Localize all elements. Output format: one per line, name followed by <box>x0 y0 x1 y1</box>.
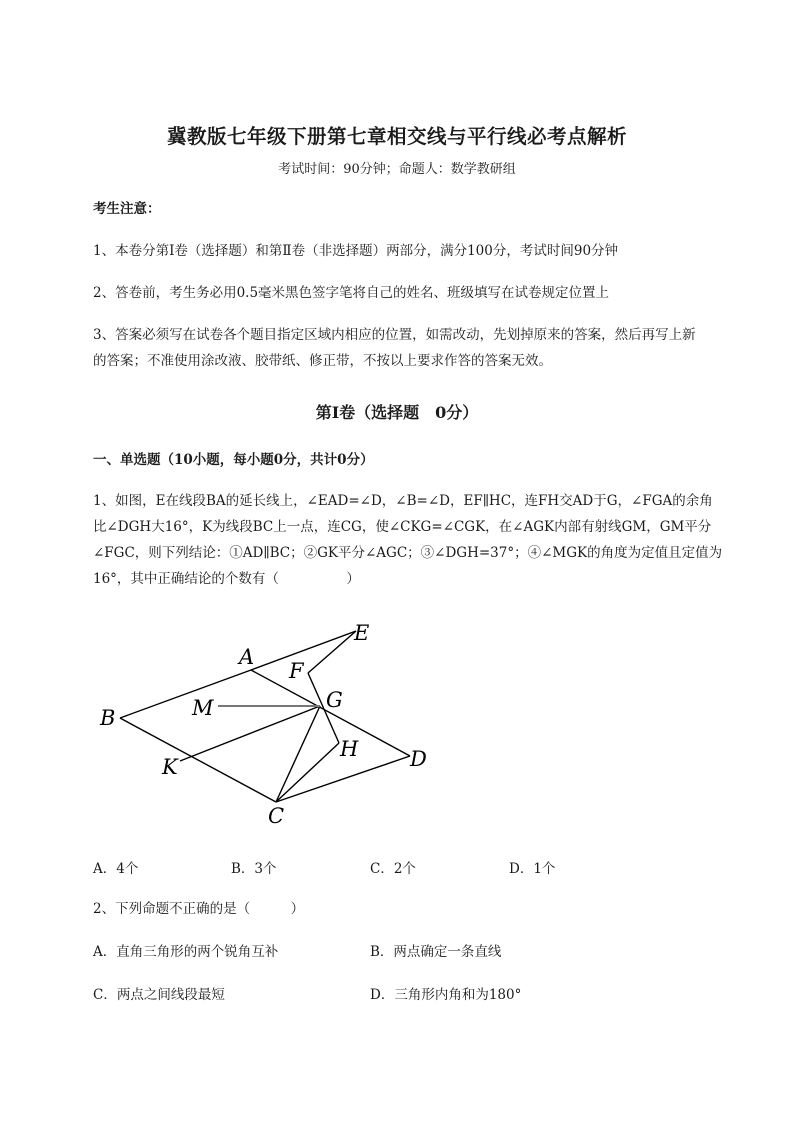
segment-ad <box>251 670 410 756</box>
q1-option-a[interactable]: A．4个 <box>93 861 139 877</box>
label-a: A <box>239 645 255 669</box>
q2-option-c[interactable]: C．两点之间线段最短 <box>93 987 225 1003</box>
q2-option-a[interactable]: A．直角三角形的两个锐角互补 <box>93 944 279 960</box>
q1-stem-line-3: ∠FGC，则下列结论：①AD∥BC；②GK平分∠AGC；③∠DGH=37°；④∠MGK的角度为定值且定值为 <box>93 545 723 561</box>
segment-cd <box>276 756 410 802</box>
q2-stem: 2、下列命题不正确的是（ ） <box>93 901 305 917</box>
part-heading: 一、单选题（10小题，每小题0分，共计0分） <box>93 452 374 468</box>
label-f: F <box>289 659 304 683</box>
document-title: 冀教版七年级下册第七章相交线与平行线必考点解析 <box>166 125 627 148</box>
q1-option-b[interactable]: B．3个 <box>231 861 277 877</box>
q2-option-b[interactable]: B．两点确定一条直线 <box>370 944 502 960</box>
q1-stem-line-2: 比∠DGH大16°，K为线段BC上一点，连CG，使∠CKG=∠CGK，在∠AGK内部有射线GM，GM平分 <box>93 519 712 535</box>
label-d: D <box>410 747 427 771</box>
notice-item-1: 1、本卷分第I卷（选择题）和第Ⅱ卷（非选择题）两部分，满分100分，考试时间90分钟 <box>93 243 619 259</box>
label-g: G <box>326 688 343 712</box>
segment-ba <box>120 670 251 718</box>
label-b: B <box>100 706 116 730</box>
label-h: H <box>340 737 359 761</box>
label-k: K <box>162 755 178 779</box>
q2-option-d[interactable]: D．三角形内角和为180° <box>370 987 522 1003</box>
notice-item-3-line-1: 3、答案必须写在试卷各个题目指定区域内相应的位置，如需改动，先划掉原来的答案，然后再写上新 <box>93 327 696 343</box>
notice-item-2: 2、答卷前，考生务必用0.5毫米黑色签字笔将自己的姓名、班级填写在试卷规定位置上 <box>93 285 610 301</box>
q1-stem-line-1: 1、如图，E在线段BA的延长线上，∠EAD=∠D，∠B=∠D，EF∥HC，连FH交AD于G，∠FGA的余角 <box>93 493 713 509</box>
label-m: M <box>192 696 214 720</box>
segment-ef <box>308 631 356 673</box>
q1-stem-line-4: 16°，其中正确结论的个数有（ ） <box>93 571 360 587</box>
section-title: 第I卷（选择题 0分） <box>315 403 479 422</box>
q1-geometry-figure <box>90 612 450 837</box>
q1-option-d[interactable]: D．1个 <box>509 861 556 877</box>
label-c: C <box>268 804 285 828</box>
document-subtitle: 考试时间：90分钟；命题人：数学教研组 <box>278 162 516 177</box>
q1-option-c[interactable]: C．2个 <box>370 861 416 877</box>
notice-item-3-line-2: 的答案；不准使用涂改液、胶带纸、修正带，不按以上要求作答的答案无效。 <box>93 353 552 369</box>
segment-hc <box>276 743 339 802</box>
segment-bc <box>120 718 276 802</box>
notice-heading: 考生注意： <box>93 201 161 217</box>
label-e: E <box>354 621 370 645</box>
